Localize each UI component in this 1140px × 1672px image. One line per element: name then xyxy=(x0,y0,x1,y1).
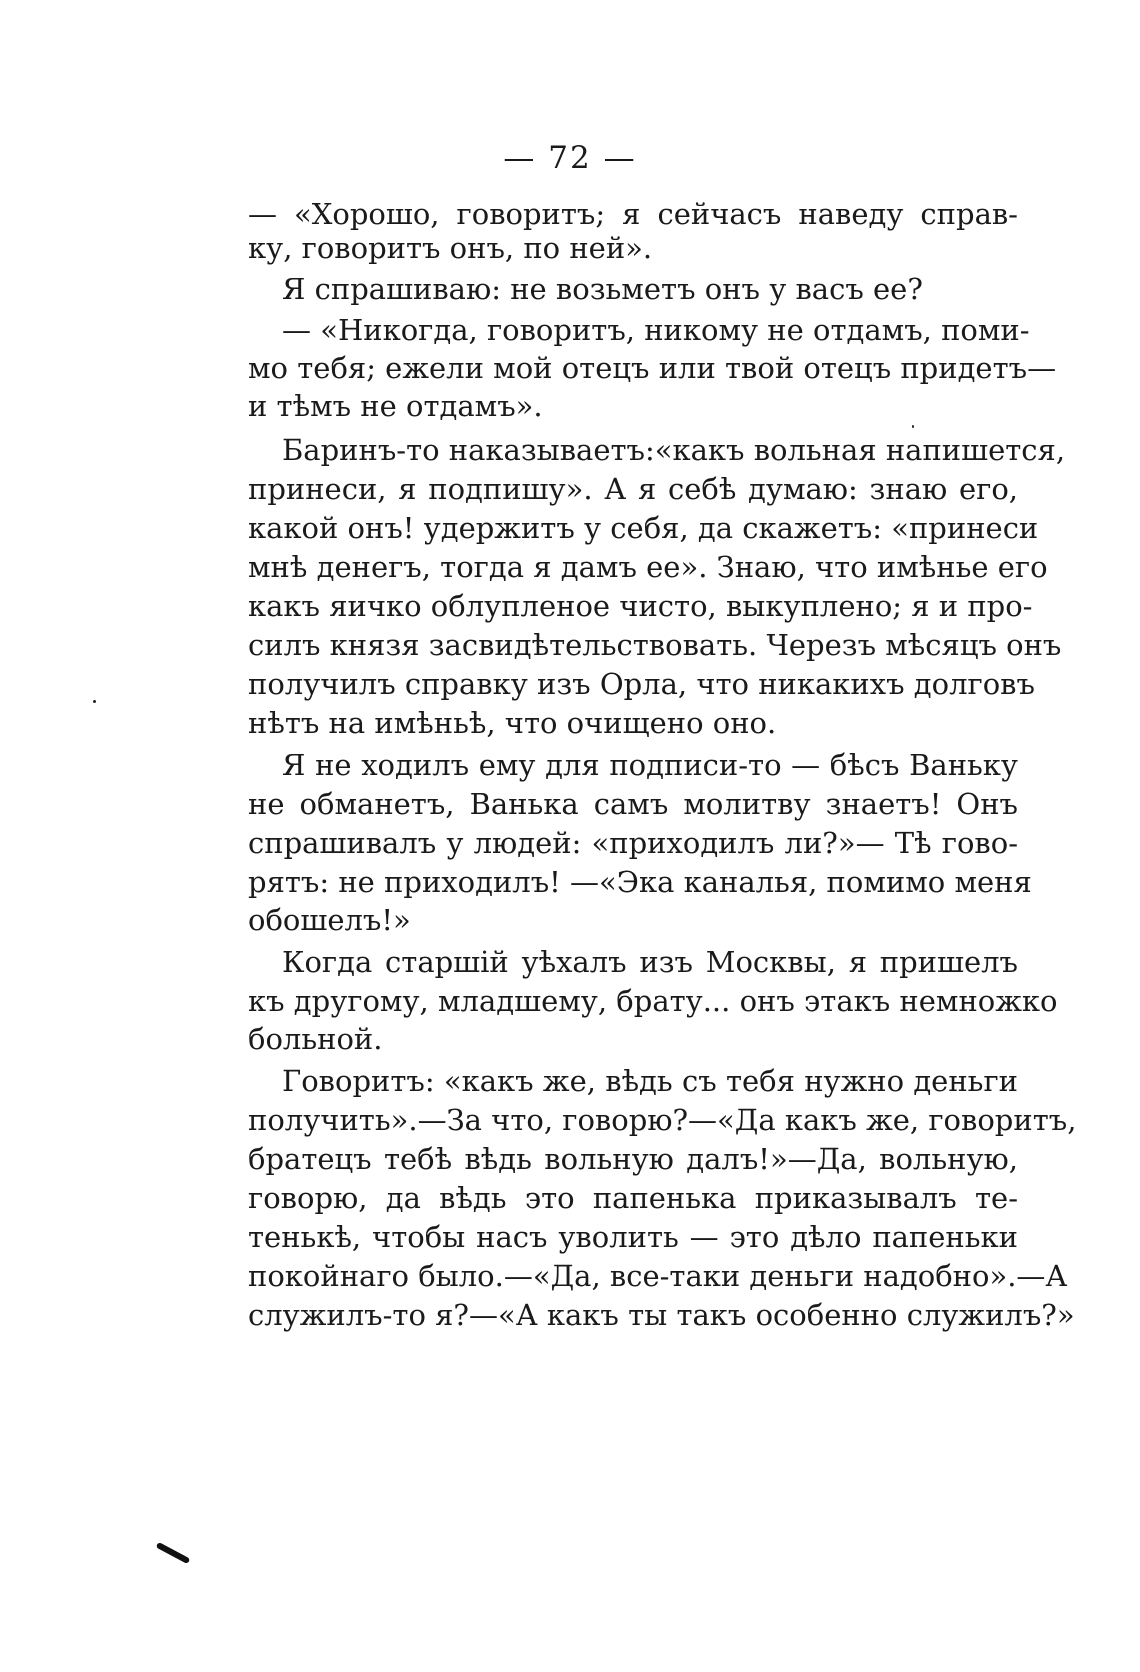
text-line: Я спрашиваю: не возьметъ онъ у васъ ее? xyxy=(282,272,923,306)
text-line: говорю, да вѣдь это папенька приказывалъ те- xyxy=(248,1181,1018,1215)
text-line: больной. xyxy=(248,1022,383,1056)
text-line: братецъ тебѣ вѣдь вольную далъ!»—Да, вольную, xyxy=(248,1142,1018,1176)
paper-speck xyxy=(912,425,914,428)
text-line: нѣтъ на имѣньѣ, что очищено оно. xyxy=(248,706,777,740)
text-line: Говоритъ: «какъ же, вѣдь съ тебя нужно деньги xyxy=(282,1064,1018,1098)
text-line: получилъ справку изъ Орла, что никакихъ долговъ xyxy=(248,667,1035,701)
text-line: силъ князя засвидѣтельствовать. Черезъ мѣсяцъ онъ xyxy=(248,628,1062,662)
text-line: служилъ-то я?—«А какъ ты такъ особенно служилъ?» xyxy=(248,1298,1075,1332)
ink-mark xyxy=(156,1542,191,1564)
text-line: принеси, я подпишу». А я себѣ думаю: знаю его, xyxy=(248,472,1018,506)
text-line: мо тебя; ежели мой отецъ или твой отецъ придетъ— xyxy=(248,351,1057,385)
page-number: — 72 — xyxy=(503,140,637,176)
text-line: и тѣмъ не отдамъ». xyxy=(248,389,543,423)
text-line: ку, говоритъ онъ, по ней». xyxy=(248,231,653,265)
text-line: не обманетъ, Ванька самъ молитву знаетъ! Онъ xyxy=(248,787,1018,821)
text-line: рятъ: не приходилъ! —«Эка каналья, помимо меня xyxy=(248,865,1032,899)
text-line: обошелъ!» xyxy=(248,903,411,937)
text-line: мнѣ денегъ, тогда я дамъ ее». Знаю, что имѣнье его xyxy=(248,550,1048,584)
text-line: какъ яичко облупленое чисто, выкуплено; я и про- xyxy=(248,589,1033,623)
text-line: покойнаго было.—«Да, все-таки деньги надобно».—А xyxy=(248,1259,1068,1293)
text-line: къ другому, младшему, брату... онъ этакъ немножко xyxy=(248,984,1058,1018)
text-line: Я не ходилъ ему для подписи-то — бѣсъ Ваньку xyxy=(282,748,1018,782)
text-line: — «Хорошо, говоритъ; я сейчасъ наведу справ- xyxy=(248,197,1018,231)
text-line: Баринъ-то наказываетъ:«какъ вольная напишется, xyxy=(282,433,1066,467)
text-line: спрашивалъ у людей: «приходилъ ли?»— Тѣ гово- xyxy=(248,826,1018,860)
text-line: Когда старшій уѣхалъ изъ Москвы, я пришелъ xyxy=(282,945,1018,979)
text-line: какой онъ! удержитъ у себя, да скажетъ: «принеси xyxy=(248,511,1039,545)
text-line: тенькѣ, чтобы насъ уволить — это дѣло папеньки xyxy=(248,1220,1018,1254)
text-line: — «Никогда, говоритъ, никому не отдамъ, поми- xyxy=(282,313,1030,347)
text-line: получить».—За что, говорю?—«Да какъ же, говоритъ, xyxy=(248,1103,1077,1137)
paper-speck xyxy=(93,700,96,703)
